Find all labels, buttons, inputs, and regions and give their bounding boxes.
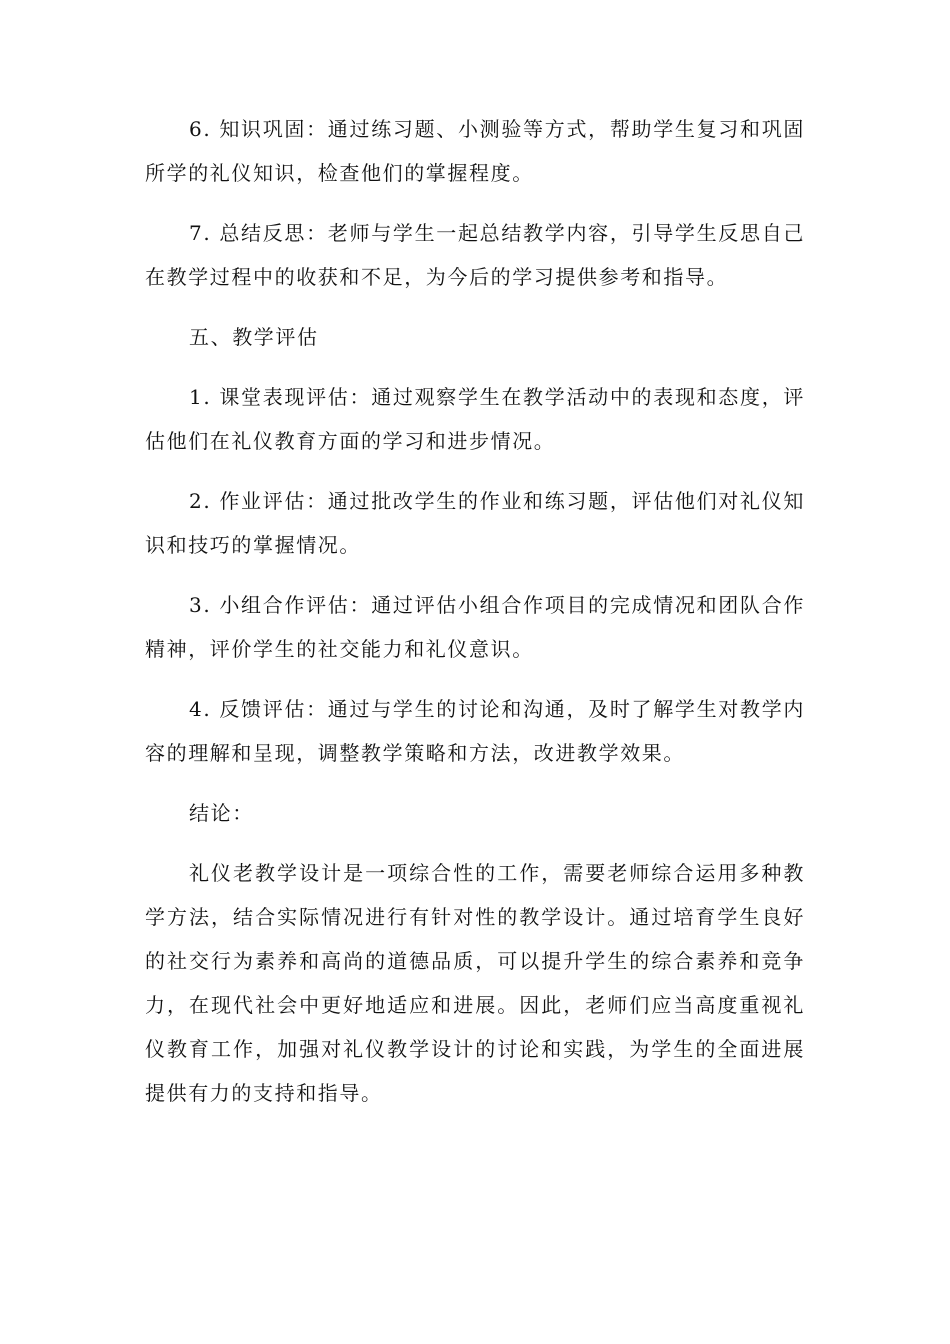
list-item-feedback-evaluation: 4. 反馈评估：通过与学生的讨论和沟通，及时了解学生对教学内容的理解和呈现，调整教学策略和方法，改进教学效果。 [145, 697, 805, 765]
list-item-summary-reflection: 7. 总结反思：老师与学生一起总结教学内容，引导学生反思自己在教学过程中的收获和不足，为今后的学习提供参考和指导。 [145, 221, 805, 289]
document-body [145, 107, 805, 1131]
conclusion-paragraph: 礼仪老教学设计是一项综合性的工作，需要老师综合运用多种教学方法，结合实际情况进行有针对性的教学设计。通过培育学生良好的社交行为素养和高尚的道德品质，可以提升学生的综合素养和竞争力，在现代社会中更好地适应和进展。因此，老师们应当高度重视礼仪教育工作，加强对礼仪教学设计的讨论和实践，为学生的全面进展提供有力的支持和指导。 [145, 861, 805, 1105]
list-item-group-cooperation: 3. 小组合作评估：通过评估小组合作项目的完成情况和团队合作精神，评价学生的社交能力和礼仪意识。 [145, 593, 805, 661]
section-heading-conclusion: 结论： [189, 801, 254, 825]
list-item-classroom-performance: 1. 课堂表现评估：通过观察学生在教学活动中的表现和态度，评估他们在礼仪教育方面的学习和进步情况。 [145, 385, 805, 453]
list-item-knowledge-consolidation: 6. 知识巩固：通过练习题、小测验等方式，帮助学生复习和巩固所学的礼仪知识，检查他们的掌握程度。 [145, 117, 805, 185]
list-item-homework-evaluation: 2. 作业评估：通过批改学生的作业和练习题，评估他们对礼仪知识和技巧的掌握情况。 [145, 489, 805, 557]
section-heading-teaching-evaluation: 五、教学评估 [189, 325, 319, 349]
